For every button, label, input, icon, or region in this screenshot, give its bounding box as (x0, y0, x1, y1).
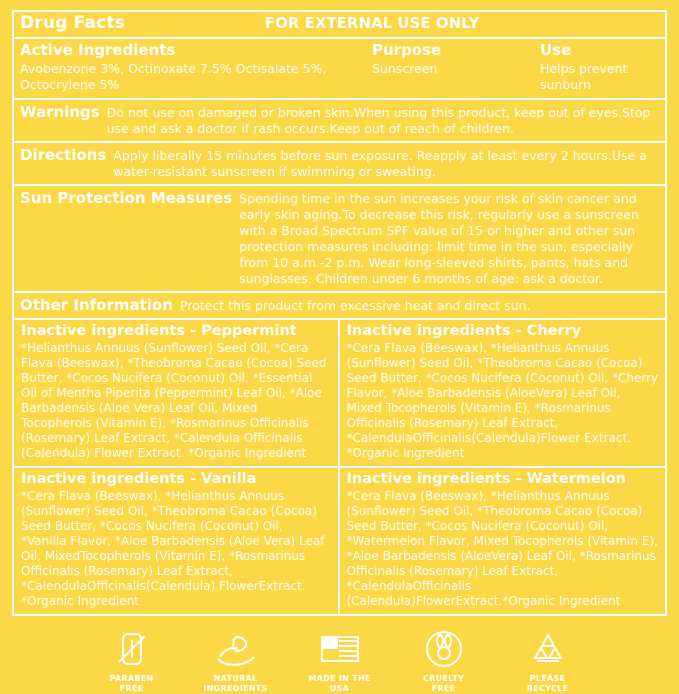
inactive-vanilla-title: Inactive ingredients - Vanilla (21, 471, 257, 487)
badge-cruelty-free-line2: FREE (431, 684, 456, 693)
inactive-peppermint-title: Inactive ingredients - Peppermint (21, 323, 297, 339)
inactive-peppermint (14, 320, 340, 468)
badge-made-in-usa-line2: USA (329, 684, 350, 693)
other-information-body: Protect this product from excessive heat and direct sun. (179, 298, 531, 313)
directions-section (14, 143, 665, 186)
badge-cruelty-free-line1: CRUELTY (422, 674, 465, 683)
other-information-title: Other Information (20, 296, 173, 314)
warnings-section (14, 100, 665, 143)
sun-protection-title: Sun Protection Measures (20, 189, 233, 207)
external-use-notice: FOR EXTERNAL USE ONLY (264, 14, 480, 32)
active-ingredients-row (14, 39, 665, 100)
badge-made-in-usa (301, 628, 379, 694)
cruelty-free-icon (405, 628, 483, 670)
active-ingredients-column (20, 41, 372, 93)
drug-facts-header (14, 12, 665, 39)
badge-paraben-free-line2: FREE (119, 684, 144, 693)
badge-strip (12, 616, 667, 694)
badge-made-in-usa-line1: MADE IN THE (308, 674, 371, 683)
active-ingredients-title: Active Ingredients (20, 41, 176, 59)
use-title: Use (540, 41, 572, 59)
inactive-watermelon-body: *Cera Flava (Beeswax), *Helianthus Annuus (Sunflower) Seed Oil, *Theobroma Cacao (Cocoa) Seed Butter, *Cocos Nucifera (Coconut) Oil, *Watermelon Flavor, Mixed Tocopherols (Vitamin E), *Aloe Barbadensis (AloeVera) Leaf Oil, *Rosmarinus Officinalis (Rosemary) Leaf Extract, *CalendulaOfficinalis (Calendula)FlowerExtract.*Organic Ingredient (346, 489, 658, 608)
paraben-free-icon (93, 628, 171, 670)
inactive-vanilla (14, 468, 340, 614)
purpose-column (372, 41, 540, 93)
use-body: Helps prevent sunburn (540, 61, 628, 92)
warnings-title: Warnings (20, 103, 100, 121)
inactive-cherry-body: *Cera Flava (Beeswax), *Helianthus Annuus (Sunflower) Seed Oil, *Theobroma Cacao (Cocoa) Seed Butter, *Cocos Nucifera (Coconut) Oil, *Cherry Flavor, *Aloe Barbadensis (AloeVera) Leaf Oil, Mixed Tocopherols (Vitamin E), *Rosmarinus Officinalis (Rosemary) Leaf Extract, *CalendulaOfficinalis(Calendula)Flower Extract. *Organic Ingredient (346, 341, 659, 460)
inactive-cherry (340, 320, 666, 468)
natural-ingredients-icon (197, 628, 275, 670)
inactive-ingredients-grid (14, 320, 665, 614)
badge-natural-ingredients-line1: NATURAL (213, 674, 258, 683)
drug-facts-panel (12, 10, 667, 616)
badge-paraben-free-line1: PARABEN (109, 674, 154, 683)
sun-protection-section (14, 186, 665, 293)
made-in-usa-icon (301, 628, 379, 670)
purpose-body: Sunscreen (372, 61, 438, 76)
warnings-body: Do not use on damaged or broken skin.When using this product, keep out of eyes.Stop use and ask a doctor if rash occurs.Keep out of reach of children. (106, 105, 651, 136)
use-column (540, 41, 659, 93)
inactive-peppermint-body: *Helianthus Annuus (Sunflower) Seed Oil, *Cera Flava (Beeswax), *Theobroma Cacao (Cocoa) Seed Butter, *Cocos Nucifera (Coconut) Oil, *Essential Oil of Mentha Piperita (Peppermint) Leaf Oil, *Aloe Barbadensis (Aloe Vera) Leaf Oil, Mixed Tocopherols (Vitamin E), *Rosmarinus Officinalis (Rosemary) Leaf Extract, *Calendula Officinalis (Calendula) Flower Extract. *Organic Ingredient (21, 341, 327, 460)
directions-title: Directions (20, 146, 107, 164)
please-recycle-icon (509, 628, 587, 670)
badge-natural-ingredients (197, 628, 275, 694)
badge-natural-ingredients-line2: INGREDIENTS (203, 684, 268, 693)
inactive-vanilla-body: *Cera Flava (Beeswax), *Helianthus Annuus (Sunflower) Seed Oil, *Theobroma Cacao (Cocoa) Seed Butter, *Cocos Nucifera (Coconut) Oil, *Vanilla Flavor, *Aloe Barbadensis (Aloe Vera) Leaf Oil, MixedTocopherols (Vitamin E), *Rosmarinus Officinalis (Rosemary) Leaf Extract, *CalendulaOfficinalis(Calendula) FlowerExtract. *Organic Ingredient (21, 489, 325, 608)
purpose-title: Purpose (372, 41, 442, 59)
badge-please-recycle (509, 628, 587, 694)
sun-protection-body: Spending time in the sun increases your risk of skin cancer and early skin aging.To decrease this risk, regularly use a sunscreen with a Broad Spectrum SPF value of 15 or higher and other sun protection measures including: limit time in the sun, especially from 10 a.m.-2 p.m. Wear long-sleeved shirts, pants, hats and sunglasses. Children under 6 months of age: ask a doctor. (239, 191, 639, 286)
badge-paraben-free (93, 628, 171, 694)
inactive-watermelon-title: Inactive ingredients - Watermelon (346, 471, 627, 487)
badge-cruelty-free (405, 628, 483, 694)
directions-body: Apply liberally 15 minutes before sun exposure. Reapply at least every 2 hours.Use a water-resistant sunscreen if swimming or sweating. (113, 148, 647, 179)
active-ingredients-body: Avobenzone 3%, Octinoxate 7.5% Octisalate 5%, Octocrylene 5% (20, 61, 327, 92)
badge-please-recycle-line1: PLEASE (529, 674, 566, 683)
other-information-section (14, 293, 665, 320)
page-title: Drug Facts (20, 13, 126, 33)
inactive-watermelon (340, 468, 666, 614)
badge-please-recycle-line2: RECYCLE (526, 684, 569, 693)
inactive-cherry-title: Inactive ingredients - Cherry (346, 323, 582, 339)
